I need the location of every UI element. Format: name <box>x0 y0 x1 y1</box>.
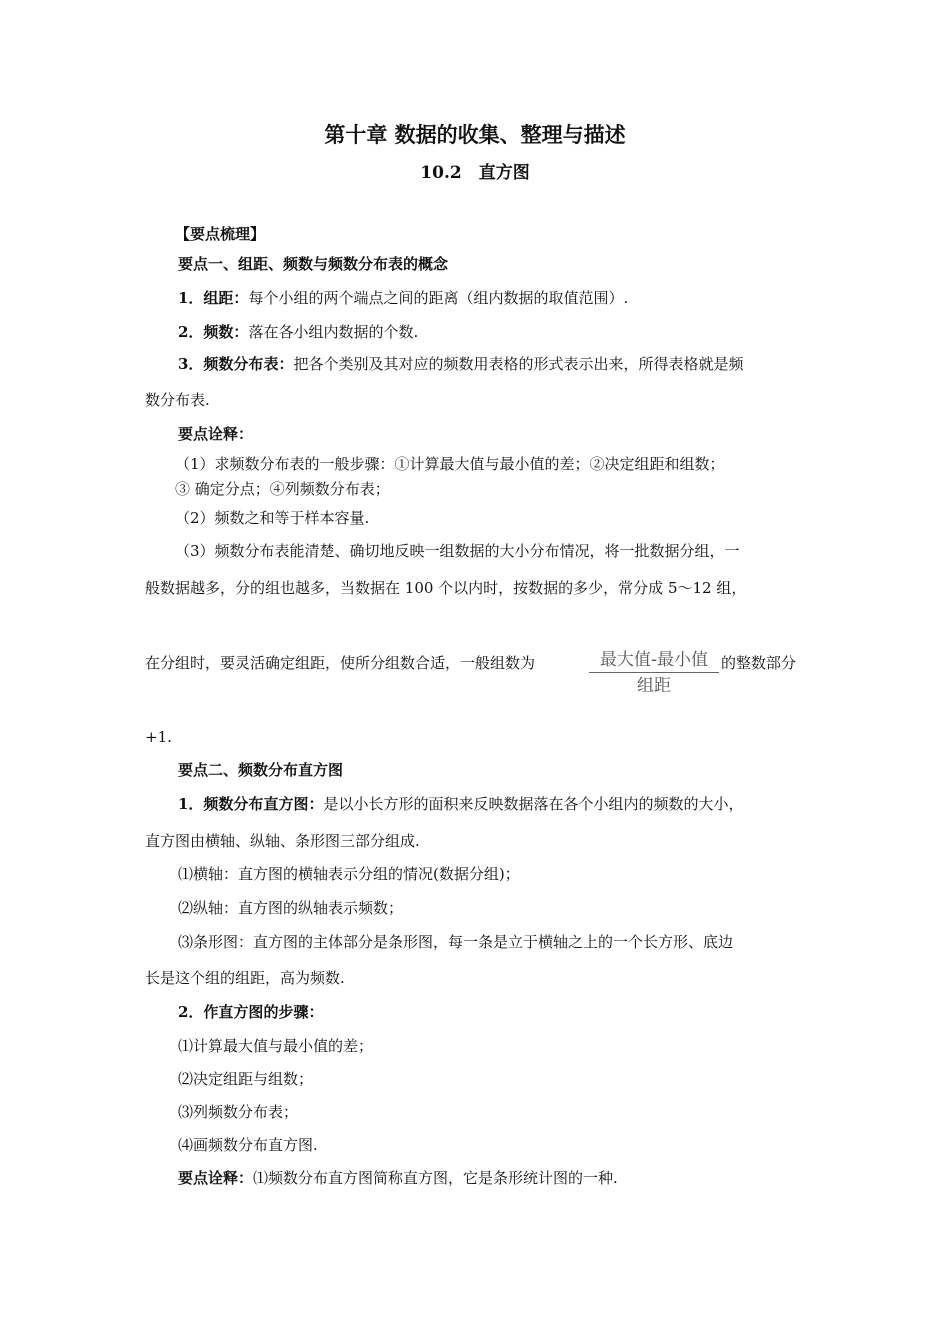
definition-label: 1．组距： <box>178 289 249 307</box>
note-2: （2）频数之和等于样本容量. <box>175 509 370 527</box>
definition-label: 1．频数分布直方图： <box>178 795 324 813</box>
step-1: ⑴计算最大值与最小值的差； <box>178 1037 374 1055</box>
fraction-numerator: 最大值-最小值 <box>599 650 709 670</box>
section-title: 10.2 直方图 <box>420 163 530 183</box>
definition-text: 落在各小组内数据的个数. <box>248 323 419 341</box>
notes-label: 要点诠释： <box>178 1169 254 1187</box>
note-3d: +1. <box>145 728 172 746</box>
steps-heading: 2．作直方图的步骤： <box>178 1003 324 1021</box>
notes-heading: 要点诠释： <box>178 425 254 443</box>
definition-text: 每个小组的两个端点之间的距离（组内数据的取值范围）. <box>248 289 629 307</box>
definition-label: 3．频数分布表： <box>178 355 294 373</box>
notes-text: ⑴频数分布直方图简称直方图，它是条形统计图的一种. <box>253 1169 618 1187</box>
definition-text: 是以小长方形的面积来反映数据落在各个小组内的频数的大小， <box>323 795 744 813</box>
histogram-bars-b: 长是这个组的组距，高为频数. <box>145 969 345 987</box>
definition-frequency-table <box>178 354 743 374</box>
note-3c-prefix: 在分组时，要灵活确定组距，使所分组数合适，一般组数为 <box>145 654 536 672</box>
histogram-definition-cont: 直方图由横轴、纵轴、条形图三部分组成. <box>145 832 420 850</box>
definition-frequency <box>178 322 418 342</box>
step-3: ⑶列频数分布表； <box>178 1103 299 1121</box>
fraction-bar <box>589 672 719 673</box>
definition-text: 把各个类别及其对应的频数用表格的形式表示出来，所得表格就是频 <box>293 355 744 373</box>
key-points-heading: 【要点梳理】 <box>175 225 266 243</box>
group-count-fraction <box>589 649 719 697</box>
definition-group-width <box>178 288 628 308</box>
histogram-definition <box>178 794 743 814</box>
histogram-axis-y: ⑵纵轴：直方图的纵轴表示频数； <box>178 899 404 917</box>
fraction-denominator: 组距 <box>637 676 671 696</box>
definition-label: 2．频数： <box>178 323 249 341</box>
note-3c-suffix: 的整数部分 <box>721 654 797 672</box>
point2-notes <box>178 1168 618 1188</box>
point1-heading: 要点一、组距、频数与频数分布表的概念 <box>178 255 449 273</box>
point2-heading: 要点二、频数分布直方图 <box>178 761 344 779</box>
definition-continuation: 数分布表. <box>145 391 210 409</box>
chapter-title: 第十章 数据的收集、整理与描述 <box>324 122 626 147</box>
note-3a: （3）频数分布表能清楚、确切地反映一组数据的大小分布情况，将一批数据分组，一 <box>175 542 740 560</box>
note-1b: ③ 确定分点；④列频数分布表； <box>175 480 390 498</box>
histogram-axis-x: ⑴横轴：直方图的横轴表示分组的情况(数据分组)； <box>178 865 520 883</box>
histogram-bars-a: ⑶条形图：直方图的主体部分是条形图，每一条是立于横轴之上的一个长方形、底边 <box>178 933 734 951</box>
step-4: ⑷画频数分布直方图. <box>178 1136 318 1154</box>
step-2: ⑵决定组距与组数； <box>178 1070 314 1088</box>
note-3b: 般数据越多，分的组也越多，当数据在 100 个以内时，按数据的多少，常分成 5～12 组， <box>145 579 747 597</box>
note-1a: （1）求频数分布表的一般步骤：①计算最大值与最小值的差；②决定组距和组数； <box>175 455 725 473</box>
